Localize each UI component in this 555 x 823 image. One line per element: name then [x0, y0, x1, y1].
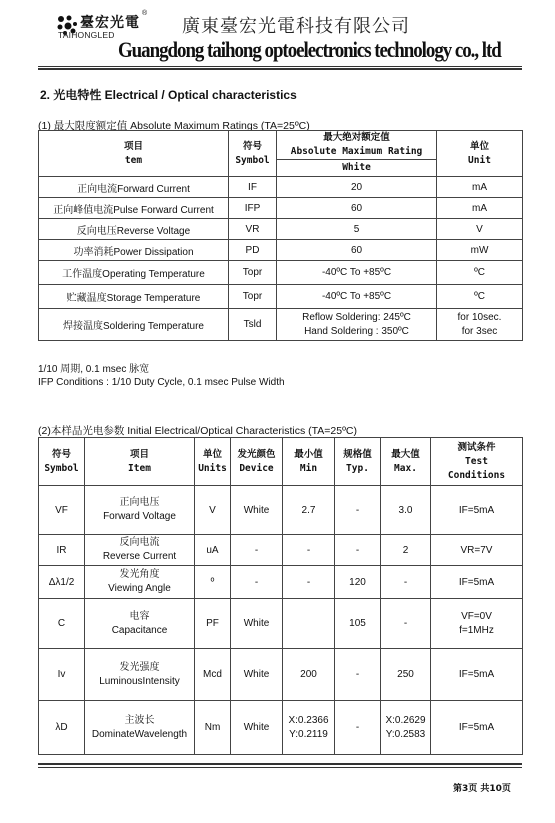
col-header-item: 项目 Item — [85, 438, 195, 486]
table-row: VF 正向电压 Forward Voltage V White 2.7 - 3.0 IF=5mA — [39, 486, 523, 535]
company-name-chinese: 廣東臺宏光電科技有限公司 — [182, 16, 410, 37]
col-header-unit: 单位 Unit — [437, 131, 523, 177]
header-divider — [38, 66, 522, 67]
table-row: 工作温度Operating Temperature Topr -40ºC To +85ºC ºC — [39, 261, 523, 285]
table-row: 正向峰值电流Pulse Forward Current IFP 60 mA — [39, 198, 523, 219]
table-row: Iv 发光强度 LuminousIntensity Mcd White 200 - 250 IF=5mA — [39, 649, 523, 701]
absolute-maximum-ratings-table — [38, 130, 523, 341]
table1-caption: (1) 最大限度额定值 Absolute Maximum Ratings (TA=25ºC) — [38, 120, 310, 132]
table-row: 贮藏温度Storage Temperature Topr -40ºC To +85ºC ºC — [39, 285, 523, 309]
duty-note-en: IFP Conditions : 1/10 Duty Cycle, 0.1 msec Pulse Width — [38, 377, 285, 388]
page-number: 第3页 共10页 — [453, 784, 511, 794]
company-name-english: Guangdong taihong optoelectronics technology co., ltd — [118, 37, 501, 62]
header-divider-thick — [38, 68, 522, 70]
table-row: 反向电压Reverse Voltage VR 5 V — [39, 219, 523, 240]
col-header-units: 单位 Units — [195, 438, 231, 486]
logo-chinese-text: 臺宏光電 — [80, 15, 140, 31]
section-title: 2. 光电特性 Electrical / Optical characteristics — [40, 88, 297, 102]
col-header-rating: 最大绝对额定值 Absolute Maximum Rating — [277, 131, 437, 160]
col-header-typ: 规格值 Typ. — [335, 438, 381, 486]
table-row: λD 主波长 DominateWavelength Nm White X:0.2366 Y:0.2119 - X:0.2629 Y:0.2583 IF=5mA — [39, 701, 523, 755]
footer-divider — [38, 767, 522, 768]
col-header-white: White — [277, 160, 437, 177]
table-row: 焊接温度Soldering Temperature Tsld Reflow Soldering: 245ºC Hand Soldering : 350ºC for 10sec. for 3sec — [39, 309, 523, 341]
table-row: C 电容 Capacitance PF White 105 - VF=0V f=1MHz — [39, 599, 523, 649]
col-header-item: 项目 tem — [39, 131, 229, 177]
table-row: 正向电流Forward Current IF 20 mA — [39, 177, 523, 198]
optical-characteristics-table — [38, 437, 523, 755]
duty-note-cn: 1/10 周期, 0.1 msec 脉宽 — [38, 364, 150, 375]
table-row: 功率消耗Power Dissipation PD 60 mW — [39, 240, 523, 261]
col-header-conditions: 测试条件 Test Conditions — [431, 438, 523, 486]
registered-mark: ® — [142, 10, 148, 17]
col-header-device: 发光颜色 Device — [231, 438, 283, 486]
footer-divider-thick — [38, 763, 522, 765]
col-header-min: 最小值 Min — [283, 438, 335, 486]
table-row: IR 反向电流 Reverse Current uA - - - 2 VR=7V — [39, 535, 523, 566]
table-row: Δλ1/2 发光角度 Viewing Angle º - - 120 - IF=5mA — [39, 566, 523, 599]
col-header-symbol: 符号 Symbol — [39, 438, 85, 486]
logo-english-text: TAIHONGLED — [58, 30, 115, 40]
col-header-max: 最大值 Max. — [381, 438, 431, 486]
table2-caption: (2)本样品光电参数 Initial Electrical/Optical Characteristics (TA=25ºC) — [38, 425, 357, 437]
col-header-symbol: 符号 Symbol — [229, 131, 277, 177]
